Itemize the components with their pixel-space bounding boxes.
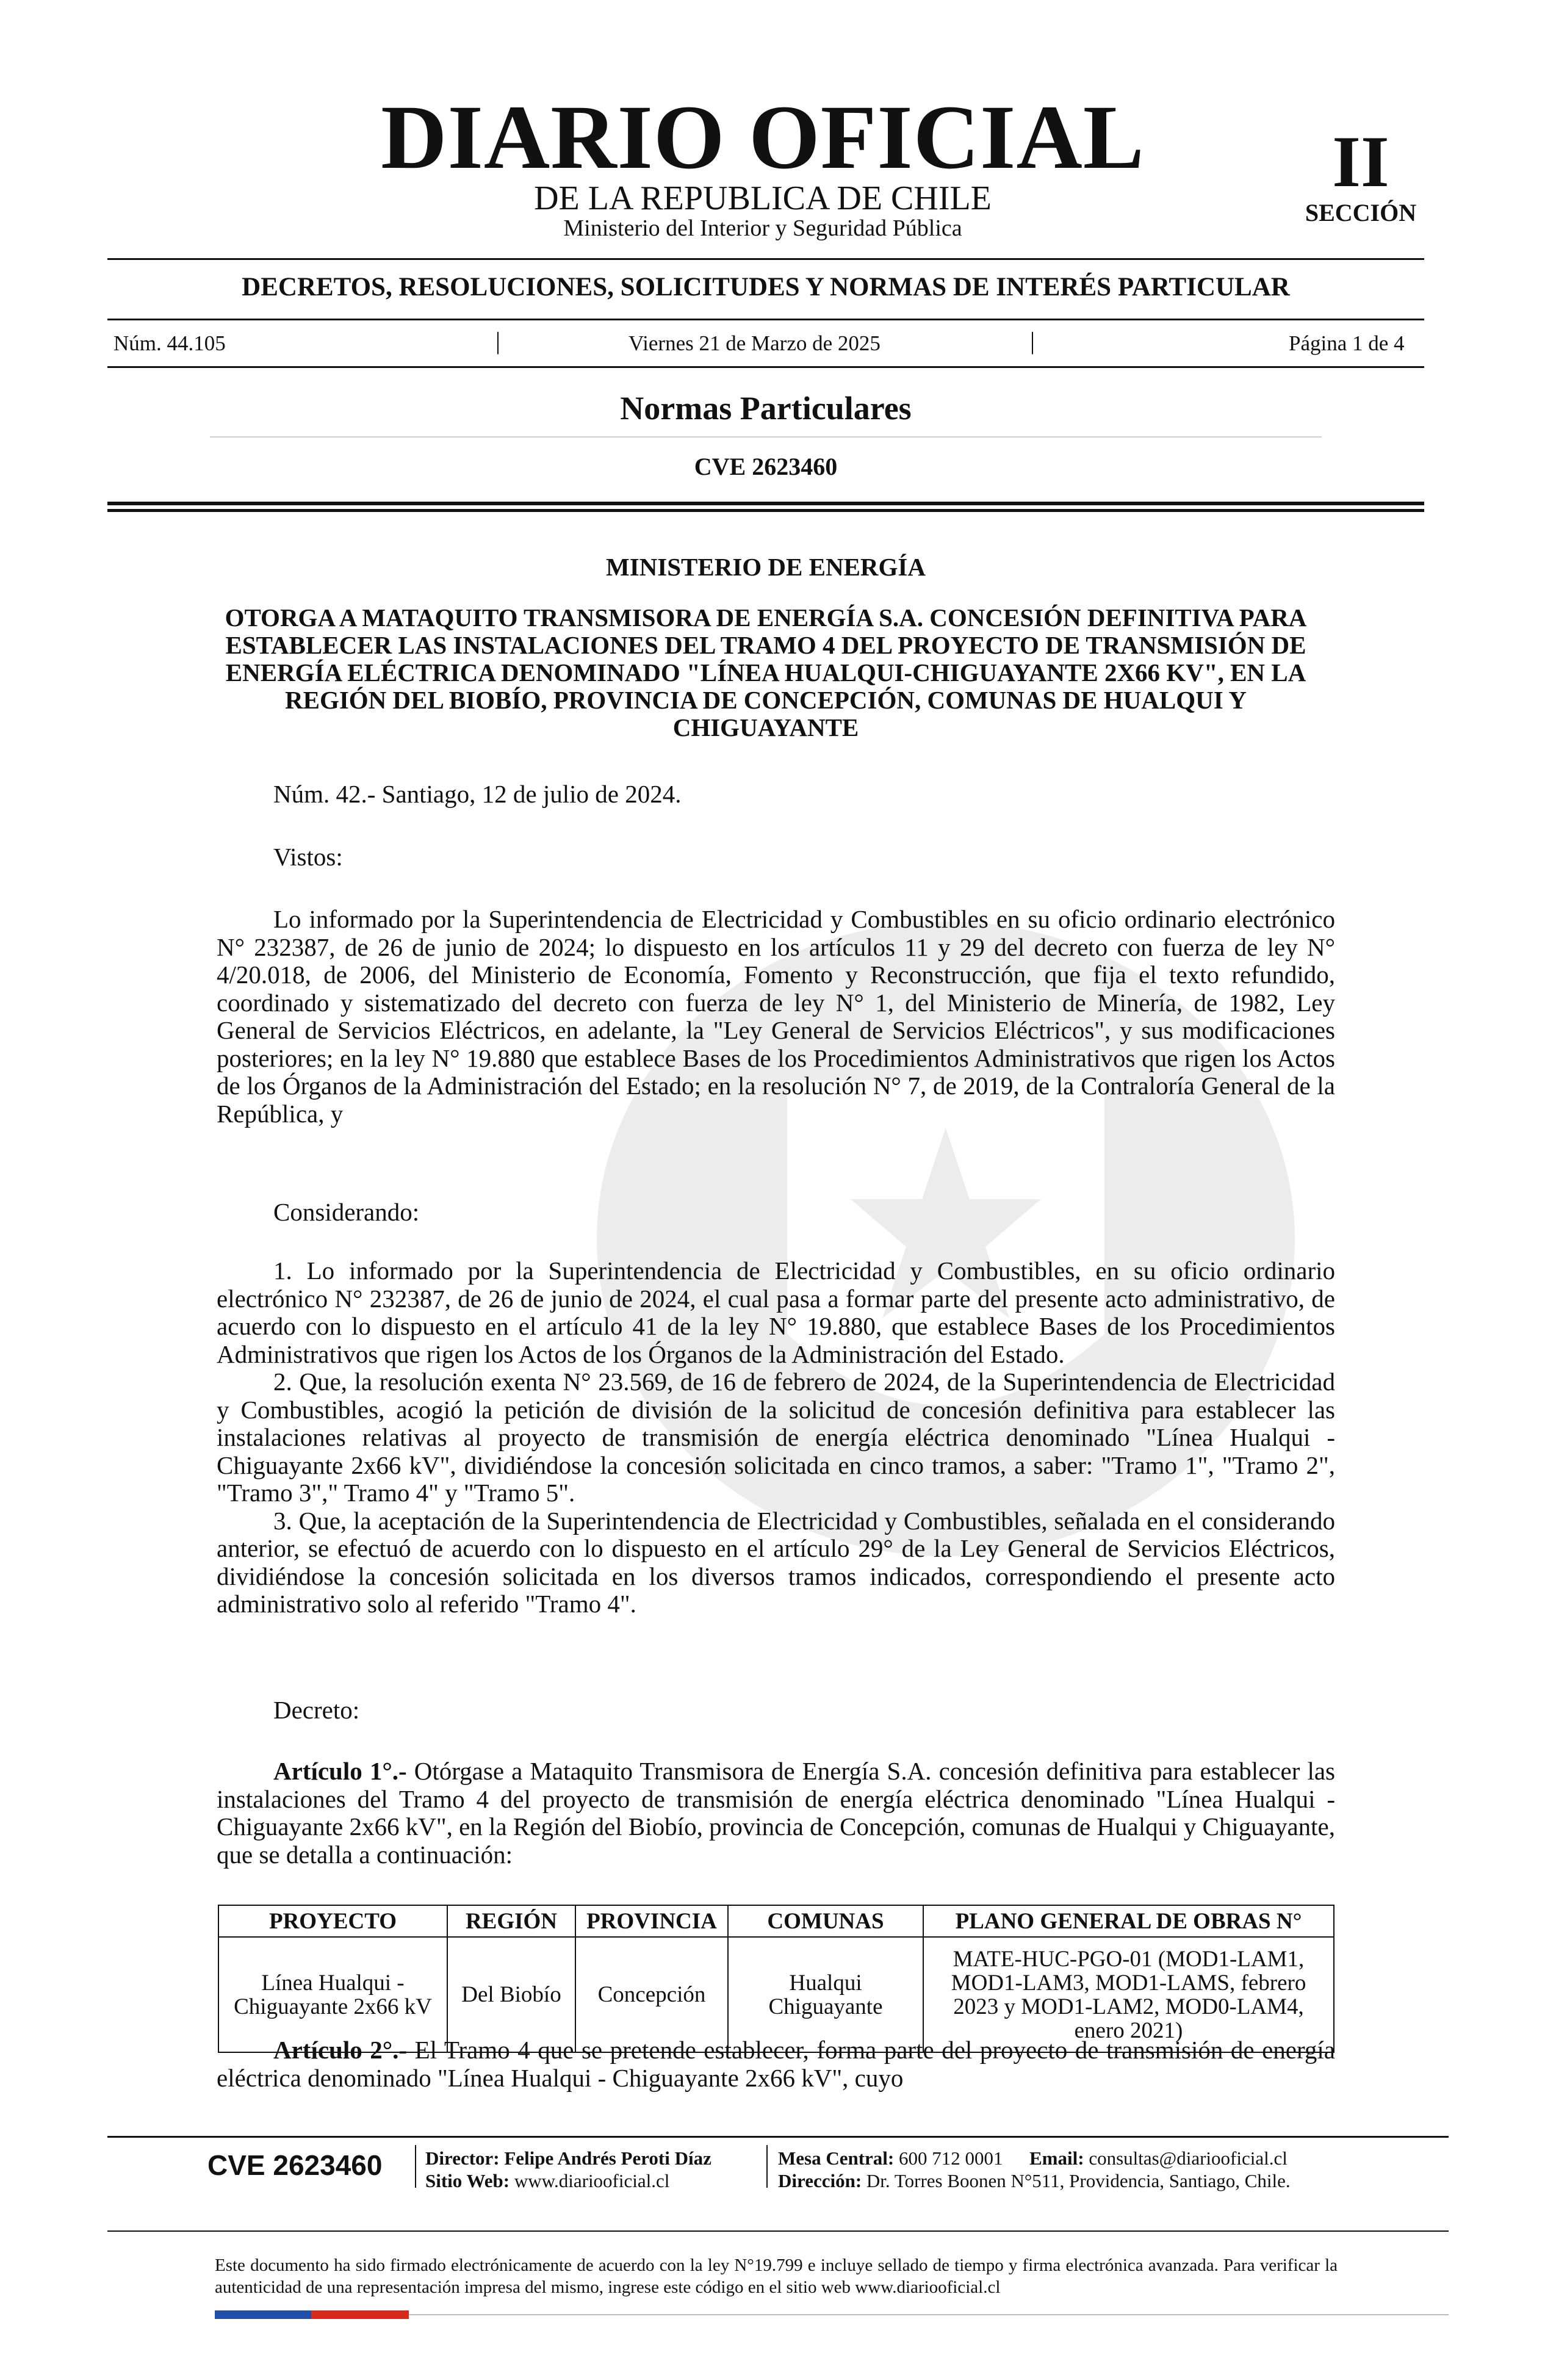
- considerando-2: 2. Que, la resolución exenta N° 23.569, de 16 de febrero de 2024, de la Superintendencia de Electricidad y Combustibles, acogió la petición de división de la solicitud de concesión definitiva para establecer las instalaciones relativas al proyecto de transmisión de energía eléctrica denominado "Línea Hualqui - Chiguayante 2x66 kV", dividiéndose la concesión solicitada en cinco tramos, a saber: "Tramo 1", "Tramo 2", "Tramo 3"," Tramo 4" y "Tramo 5".: [217, 1368, 1335, 1507]
- flag-stripe-line: [409, 2314, 1449, 2315]
- col-provincia: PROVINCIA: [575, 1905, 728, 1937]
- footer-website: [425, 2169, 669, 2193]
- section-divider: [210, 436, 1322, 438]
- cell-proyecto-line2: Chiguayante 2x66 kV: [234, 1994, 432, 2019]
- issue-number: Núm. 44.105: [113, 331, 226, 355]
- director-label: Director:: [425, 2147, 500, 2169]
- double-rule-bottom: [107, 509, 1424, 512]
- section-number: II: [1332, 121, 1389, 202]
- col-plano: PLANO GENERAL DE OBRAS N°: [923, 1905, 1334, 1937]
- footer-director: [425, 2147, 711, 2170]
- col-proyecto: PROYECTO: [218, 1905, 447, 1937]
- address-value: Dr. Torres Boonen N°511, Providencia, Santiago, Chile.: [866, 2170, 1291, 2191]
- cell-comunas-line1: Hualqui: [789, 1970, 862, 1996]
- infobar-separator: |: [495, 327, 501, 355]
- phone-label: Mesa Central:: [778, 2147, 895, 2169]
- masthead-ministry: Ministerio del Interior y Seguridad Pública: [563, 215, 962, 241]
- article-2: [217, 2036, 1335, 2092]
- category-heading: DECRETOS, RESOLUCIONES, SOLICITUDES Y NORMAS DE INTERÉS PARTICULAR: [242, 273, 1290, 301]
- cell-comunas: [728, 1937, 923, 2052]
- cve-code: CVE 2623460: [694, 453, 838, 480]
- website-link[interactable]: www.diariooficial.cl: [514, 2170, 670, 2191]
- header-rule-bottom: [107, 366, 1424, 368]
- email-link[interactable]: consultas@diariooficial.cl: [1089, 2147, 1288, 2169]
- considerando-3: 3. Que, la aceptación de la Superintendencia de Electricidad y Combustibles, señalada en el considerando anterior, se efectuó de acuerdo con lo dispuesto en el artículo 29° de la Ley General de Servicios Eléctricos, dividiéndose la concesión solicitada en los diversos tramos indicados, correspondiendo el presente acto administrativo solo al referido "Tramo 4".: [217, 1506, 1335, 1618]
- infobar-separator: |: [1030, 327, 1036, 355]
- col-comunas: COMUNAS: [728, 1905, 923, 1937]
- cell-region: Del Biobío: [447, 1937, 575, 2052]
- footer-rule-bottom: [107, 2230, 1449, 2232]
- cell-provincia: Concepción: [575, 1937, 728, 2052]
- website-label: Sitio Web:: [425, 2170, 510, 2191]
- masthead-subtitle: DE LA REPUBLICA DE CHILE: [534, 179, 992, 217]
- header-rule-top: [107, 258, 1424, 260]
- article-1-label: Artículo 1°.-: [273, 1757, 407, 1785]
- cell-proyecto-line1: Línea Hualqui -: [261, 1970, 405, 1996]
- decree-number-line: Núm. 42.- Santiago, 12 de julio de 2024.: [273, 780, 682, 808]
- address-label: Dirección:: [778, 2170, 862, 2191]
- section-heading: Normas Particulares: [620, 390, 912, 427]
- article-2-text: El Tramo 4 que se pretende establecer, forma parte del proyecto de transmisión de energía eléctrica denominado "Línea Hualqui - Chiguayante 2x66 kV", cuyo: [217, 2036, 1335, 2092]
- vistos-text: Lo informado por la Superintendencia de Electricidad y Combustibles en su oficio ordinario electrónico N° 232387, de 26 de junio de 2024; lo dispuesto en los artículos 11 y 29 del decreto con fuerza de ley N° 4/20.018, de 2006, del Ministerio de Economía, Fomento y Reconstrucción, que fija el texto refundido, coordinado y sistematizado del decreto con fuerza de ley N° 1, del Ministerio de Minería, de 1982, Ley General de Servicios Eléctricos, en adelante, la "Ley General de Servicios Eléctricos", y sus modificaciones posteriores; en la ley N° 19.880 que establece Bases de los Procedimientos Administrativos que rigen los Actos de los Órganos de la Administración del Estado; en la resolución N° 7, de 2019, de la Contraloría General de la República, y: [217, 905, 1335, 1128]
- cell-proyecto: [218, 1937, 447, 2052]
- page-indicator: Página 1 de 4: [1289, 331, 1405, 355]
- cell-plano-line3: 2023 y MOD1-LAM2, MOD0-LAM4,: [953, 1994, 1304, 2019]
- masthead-title: DIARIO OFICIAL: [381, 87, 1145, 188]
- considerando-1: 1. Lo informado por la Superintendencia de Electricidad y Combustibles, en su oficio ordinario electrónico N° 232387, de 26 de junio de 2024, el cual pasa a formar parte del presente acto administrativo, de acuerdo con lo dispuesto en el artículo 41 de la ley N° 19.880, que establece Bases de los Procedimientos Administrativos que rigen los Actos de los Órganos de la Administración del Estado.: [217, 1257, 1335, 1368]
- col-region: REGIÓN: [447, 1905, 575, 1937]
- double-rule-top: [107, 502, 1424, 505]
- concession-table: [218, 1905, 1334, 2053]
- cell-comunas-line2: Chiguayante: [768, 1994, 883, 2019]
- article-1-text: Otórgase a Mataquito Transmisora de Energía S.A. concesión definitiva para establecer las instalaciones del Tramo 4 del proyecto de transmisión de energía eléctrica denominado "Línea Hualqui - Chiguayante 2x66 kV", en la Región del Biobío, provincia de Concepción, comunas de Hualqui y Chiguayante, que se detalla a continuación:: [217, 1757, 1336, 1869]
- footer-divider: [415, 2145, 416, 2188]
- table-header-row: [218, 1905, 1334, 1937]
- email-label: Email:: [1029, 2147, 1084, 2169]
- director-value: Felipe Andrés Peroti Díaz: [504, 2147, 711, 2169]
- decree-ministry: MINISTERIO DE ENERGÍA: [606, 553, 926, 581]
- footer-rule-top: [107, 2136, 1449, 2138]
- footer-divider: [766, 2145, 768, 2188]
- cell-plano: [923, 1937, 1334, 2052]
- decreto-label: Decreto:: [273, 1696, 360, 1724]
- cell-plano-line1: MATE-HUC-PGO-01 (MOD1-LAM1,: [953, 1946, 1305, 1972]
- cell-plano-line2: MOD1-LAM3, MOD1-LAMS, febrero: [951, 1970, 1306, 1996]
- table-row: [218, 1937, 1334, 2052]
- flag-stripe-red: [311, 2310, 409, 2319]
- header-rule-middle: [107, 319, 1424, 320]
- cell-plano-line4: enero 2021): [1074, 2018, 1183, 2043]
- issue-date: Viernes 21 de Marzo de 2025: [629, 331, 881, 355]
- article-2-label: Artículo 2°.-: [273, 2036, 408, 2064]
- footer-address: [778, 2169, 1291, 2193]
- considerando-block: [217, 1257, 1335, 1618]
- flag-stripe-blue: [215, 2310, 311, 2319]
- footer-phone-email: [778, 2147, 1288, 2170]
- phone-value: 600 712 0001: [899, 2147, 1003, 2169]
- vistos-label: Vistos:: [273, 843, 343, 871]
- article-1: [217, 1758, 1335, 1869]
- section-label: SECCIÓN: [1305, 199, 1417, 226]
- footer-cve: CVE 2623460: [207, 2149, 383, 2181]
- vistos-paragraph: [217, 906, 1335, 1128]
- footer-legal-notice: Este documento ha sido firmado electrónicamente de acuerdo con la ley N°19.799 e incluye sellado de tiempo y firma electrónica avanzada. Para verificar la autenticidad de una representación impresa del mismo, ingrese este código en el sitio web www.diariooficial.cl: [215, 2256, 1338, 2297]
- considerando-label: Considerando:: [273, 1198, 420, 1226]
- decree-title: OTORGA A MATAQUITO TRANSMISORA DE ENERGÍA S.A. CONCESIÓN DEFINITIVA PARA ESTABLECER LAS INSTALACIONES DEL TRAMO 4 DEL PROYECTO DE TRANSMISIÓN DE ENERGÍA ELÉCTRICA DENOMINADO "LÍNEA HUALQUI-CHIGUAYANTE 2X66 KV", EN LA REGIÓN DEL BIOBÍO, PROVINCIA DE CONCEPCIÓN, COMUNAS DE HUALQUI Y CHIGUAYANTE: [225, 604, 1307, 741]
